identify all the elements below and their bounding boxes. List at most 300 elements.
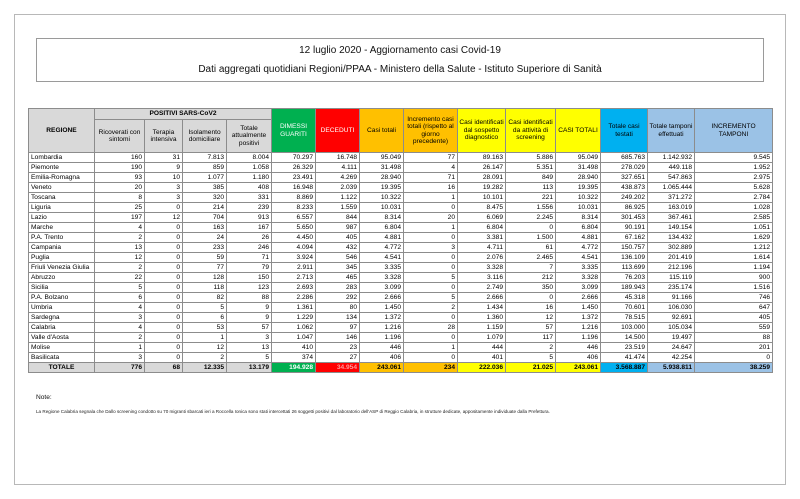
table-cell: 1.360 [458,313,506,323]
table-cell: 6.804 [360,223,404,233]
table-cell: 292 [316,293,360,303]
table-cell: 57 [227,323,272,333]
cell-regione: P.A. Bolzano [29,293,95,303]
table-cell: 1.079 [458,333,506,343]
table-cell: 4 [95,303,145,313]
table-cell: 0 [145,313,183,323]
table-cell: 2 [183,353,227,363]
table-cell: 12 [145,213,183,223]
table-cell: 4 [404,163,458,173]
table-cell: 88 [227,293,272,303]
table-cell: 367.461 [648,213,695,223]
table-cell: 1.159 [458,323,506,333]
table-cell: 0 [404,313,458,323]
table-row [29,173,773,183]
cell-regione: Molise [29,343,95,353]
col-header-sospetto-diagnostico: Casi identificati dal sospetto diagnostico [458,109,506,153]
table-cell: 31.498 [360,163,404,173]
table-row [29,313,773,323]
table-cell: 118 [183,283,227,293]
table-cell: 239 [227,203,272,213]
table-row [29,203,773,213]
table-cell: 19.395 [556,183,601,193]
table-cell: 0 [404,233,458,243]
table-cell: 3.335 [556,263,601,273]
table-cell: 212.196 [648,263,695,273]
table-cell: 685.763 [601,153,648,163]
table-cell: 0 [145,253,183,263]
cell-regione: Lazio [29,213,95,223]
table-cell: 859 [183,163,227,173]
table-cell: 0 [404,283,458,293]
table-cell: 59 [183,253,227,263]
cell-regione: Lombardia [29,153,95,163]
table-cell: 4.541 [360,253,404,263]
table-cell: 8.314 [360,213,404,223]
table-cell: 4.541 [556,253,601,263]
table-cell: 16.948 [272,183,316,193]
table-cell: 233 [183,243,227,253]
table-cell: 105.034 [648,323,695,333]
col-header-screening: Casi identificati da attività di screening [506,109,556,153]
table-cell: 234 [404,363,458,373]
col-header-terapia-intensiva: Terapia intensiva [145,120,183,153]
table-cell: 1.500 [506,233,556,243]
table-total-row [29,363,773,373]
table-cell: 67.162 [601,233,648,243]
table-cell: 10.322 [556,193,601,203]
cell-regione: Friuli Venezia Giulia [29,263,95,273]
table-cell: 12 [183,343,227,353]
table-cell: 0 [506,293,556,303]
table-cell: 5 [404,293,458,303]
col-header-isolamento: Isolamento domiciliare [183,120,227,153]
table-cell: 0 [145,273,183,283]
table-cell: 150 [227,273,272,283]
table-cell: 1.372 [360,313,404,323]
table-cell: 0 [695,353,773,363]
table-cell: 19.497 [648,333,695,343]
table-cell: 86.925 [601,203,648,213]
table-cell: 78.515 [601,313,648,323]
table-cell: 23.491 [272,173,316,183]
col-header-casi-totali-2: CASI TOTALI [556,109,601,153]
table-cell: 1.556 [506,203,556,213]
table-cell: 350 [506,283,556,293]
col-header-totale-positivi: Totale attualmente positivi [227,120,272,153]
table-cell: 189.943 [601,283,648,293]
table-cell: 1 [404,223,458,233]
table-cell: 1.372 [556,313,601,323]
table-cell: 160 [95,153,145,163]
table-cell: 10.031 [556,203,601,213]
table-cell: 2.666 [360,293,404,303]
table-row [29,283,773,293]
table-cell: 6.804 [556,223,601,233]
table-cell: 1 [183,333,227,343]
cell-regione: Basilicata [29,353,95,363]
table-cell: 0 [145,203,183,213]
table-cell: 1.196 [360,333,404,343]
table-cell: 3.568.887 [601,363,648,373]
table-cell: 704 [183,213,227,223]
table-cell: 201 [695,343,773,353]
table-cell: 31 [145,153,183,163]
table-cell: 31.498 [556,163,601,173]
table-cell: 194.928 [272,363,316,373]
table-cell: 7 [506,263,556,273]
table-cell: 0 [404,353,458,363]
table-cell: 5.628 [695,183,773,193]
table-cell: 0 [145,303,183,313]
table-cell: 2.245 [506,213,556,223]
cell-regione: Campania [29,243,95,253]
table-cell: 53 [183,323,227,333]
table-cell: 8 [95,193,145,203]
table-cell: 1.047 [272,333,316,343]
table-cell: 13 [95,243,145,253]
table-cell: 5 [227,353,272,363]
table-cell: 20 [95,183,145,193]
table-cell: 4 [95,323,145,333]
col-header-casi-testati: Totale casi testati [601,109,648,153]
table-cell: 6 [183,313,227,323]
table-cell: 28.091 [458,173,506,183]
table-cell: 7.813 [183,153,227,163]
table-cell: 1.614 [695,253,773,263]
table-cell: 23 [316,343,360,353]
document-subtitle: Dati aggregati quotidiani Regioni/PPAA - Ministero della Salute - Istituto Superiore di Sanità [198,64,602,75]
table-cell: 0 [145,283,183,293]
table-cell: 68 [145,363,183,373]
table-cell: 5.938.811 [648,363,695,373]
table-cell: 19.395 [360,183,404,193]
cell-regione: Puglia [29,253,95,263]
table-cell: 1.065.444 [648,183,695,193]
table-cell: 449.118 [648,163,695,173]
table-cell: 283 [316,283,360,293]
table-row [29,183,773,193]
note-text: La Regione Calabria segnala che Dallo screening condotto su 70 migranti sbarcati ieri a Roccella Ionica sono stati intercettati 26 soggetti positivi dal laboratorio dell'ASP di Reggio Calabria, in strutture dedicate, appositamente individuate dalla Prefettura. [36,409,550,414]
col-header-tamponi: Totale tamponi effettuati [648,109,695,153]
table-cell: 1.062 [272,323,316,333]
table-body [29,153,773,373]
table-cell: 76.203 [601,273,648,283]
table-cell: 746 [695,293,773,303]
table-cell: 3.328 [458,263,506,273]
table-cell: 190 [95,163,145,173]
table-cell: 546 [316,253,360,263]
table-cell: 1.194 [695,263,773,273]
table-cell: 92.691 [648,313,695,323]
table-cell: 82 [183,293,227,303]
table-cell: 134.432 [648,233,695,243]
table-cell: 9 [227,313,272,323]
table-cell: 136.109 [601,253,648,263]
table-cell: 77 [404,153,458,163]
table-cell: 2.784 [695,193,773,203]
table-cell: 16 [404,183,458,193]
table-cell: 3.924 [272,253,316,263]
table-cell: 2 [95,333,145,343]
table-cell: 27 [316,353,360,363]
table-cell: 113.699 [601,263,648,273]
table-cell: 987 [316,223,360,233]
table-cell: 23.519 [601,343,648,353]
table-cell: 150.757 [601,243,648,253]
table-cell: 5 [183,303,227,313]
table-row [29,323,773,333]
table-cell: 26 [227,233,272,243]
table-cell: 197 [95,213,145,223]
table-cell: 2.076 [458,253,506,263]
cell-regione: Valle d'Aosta [29,333,95,343]
table-row [29,193,773,203]
table-cell: 1.559 [316,203,360,213]
table-row [29,153,773,163]
table-row [29,243,773,253]
table-cell: 1.361 [272,303,316,313]
table-cell: 444 [458,343,506,353]
table-cell: 849 [506,173,556,183]
cell-regione: Marche [29,223,95,233]
table-cell: 1.180 [227,173,272,183]
table-cell: 4.094 [272,243,316,253]
table-cell: 3 [95,313,145,323]
table-cell: 214 [183,203,227,213]
cell-regione: Emilia-Romagna [29,173,95,183]
table-cell: 9.545 [695,153,773,163]
table-cell: 1.212 [695,243,773,253]
cell-regione: Abruzzo [29,273,95,283]
table-cell: 1.229 [272,313,316,323]
table-cell: 2 [95,263,145,273]
table-cell: 1 [95,343,145,353]
table-cell: 243.061 [360,363,404,373]
table-cell: 301.453 [601,213,648,223]
table-cell: 149.154 [648,223,695,233]
table-cell: 0 [145,333,183,343]
cell-regione: Calabria [29,323,95,333]
table-cell: 71 [404,173,458,183]
table-cell: 9 [145,163,183,173]
table-cell: 3.335 [360,263,404,273]
table-row [29,263,773,273]
table-cell: 3.328 [556,273,601,283]
table-cell: 405 [695,313,773,323]
cell-regione: Toscana [29,193,95,203]
table-cell: 3.099 [360,283,404,293]
table-row [29,343,773,353]
table-row [29,333,773,343]
table-cell: 3.116 [458,273,506,283]
table-cell: 844 [316,213,360,223]
table-cell: 3 [227,333,272,343]
table-cell: 34.954 [316,363,360,373]
table-cell: 5 [95,283,145,293]
table-cell: 385 [183,183,227,193]
table-cell: 4.772 [360,243,404,253]
table-cell: 25 [95,203,145,213]
table-cell: 1.051 [695,223,773,233]
table-cell: 465 [316,273,360,283]
table-cell: 2.749 [458,283,506,293]
table-cell: 2.039 [316,183,360,193]
table-row [29,273,773,283]
table-cell: 913 [227,213,272,223]
table-cell: 1.142.932 [648,153,695,163]
table-cell: 10 [145,173,183,183]
table-cell: 0 [145,233,183,243]
table-cell: 2 [95,233,145,243]
col-header-incremento-casi: Incremento casi totali (rispetto al giorno precedente) [404,109,458,153]
table-cell: 4 [95,223,145,233]
table-cell: 97 [316,323,360,333]
table-cell: 3.099 [556,283,601,293]
table-cell: 0 [145,343,183,353]
table-cell: 103.000 [601,323,648,333]
table-cell: 2.465 [506,253,556,263]
table-cell: 8.869 [272,193,316,203]
table-cell: 167 [227,223,272,233]
table-cell: 302.889 [648,243,695,253]
table-cell: 1.450 [360,303,404,313]
table-cell: 123 [227,283,272,293]
table-cell: 331 [227,193,272,203]
table-cell: 26.329 [272,163,316,173]
table-cell: 106.030 [648,303,695,313]
table-cell: 547.863 [648,173,695,183]
table-cell: 2.713 [272,273,316,283]
table-cell: 38.259 [695,363,773,373]
cell-regione: Umbria [29,303,95,313]
table-cell: 438.873 [601,183,648,193]
cell-regione: Liguria [29,203,95,213]
table-cell: 5.351 [506,163,556,173]
table-cell: 327.651 [601,173,648,183]
table-cell: 4.450 [272,233,316,243]
table-cell: 113 [506,183,556,193]
table-cell: 0 [145,223,183,233]
table-cell: 900 [695,273,773,283]
table-cell: 16 [506,303,556,313]
table-cell: 4.881 [556,233,601,243]
table-cell: 22 [95,273,145,283]
table-cell: 14.500 [601,333,648,343]
table-cell: 432 [316,243,360,253]
table-cell: 89.163 [458,153,506,163]
table-cell: 446 [556,343,601,353]
table-cell: 28 [404,323,458,333]
table-cell: 4.111 [316,163,360,173]
table-row [29,223,773,233]
table-cell: 90.191 [601,223,648,233]
table-cell: 1.122 [316,193,360,203]
table-cell: 222.036 [458,363,506,373]
table-cell: 235.174 [648,283,695,293]
table-cell: 410 [272,343,316,353]
table-cell: 559 [695,323,773,333]
table-cell: 212 [506,273,556,283]
table-cell: 28.940 [556,173,601,183]
table-cell: 1.434 [458,303,506,313]
table-cell: 4.711 [458,243,506,253]
table-cell: 1.629 [695,233,773,243]
table-cell: 374 [272,353,316,363]
table-row [29,233,773,243]
col-header-dimessi: DIMESSI GUARITI [272,109,316,153]
table-cell: 134 [316,313,360,323]
table-cell: 1.028 [695,203,773,213]
table-cell: 10.101 [458,193,506,203]
table-cell: 246 [227,243,272,253]
table-cell: 0 [145,293,183,303]
table-cell: 4.881 [360,233,404,243]
table-cell: 3 [95,353,145,363]
table-cell: 3.328 [360,273,404,283]
table-cell: 2.911 [272,263,316,273]
table-cell: 2.666 [556,293,601,303]
table-cell: 20 [404,213,458,223]
table-cell: 13.179 [227,363,272,373]
table-cell: 4.772 [556,243,601,253]
table-cell: 2.666 [458,293,506,303]
table-cell: 3.381 [458,233,506,243]
table-cell: 406 [360,353,404,363]
table-cell: 4.269 [316,173,360,183]
cell-regione: TOTALE [29,363,95,373]
table-cell: 10.322 [360,193,404,203]
table-cell: 19.282 [458,183,506,193]
group-header-positivi: POSITIVI SARS-CoV2 [95,109,272,120]
table-row [29,353,773,363]
table-cell: 41.474 [601,353,648,363]
table-cell: 24 [183,233,227,243]
table-cell: 0 [145,243,183,253]
table-cell: 278.029 [601,163,648,173]
note-label: Note: [36,394,52,401]
table-cell: 5 [404,273,458,283]
table-cell: 13 [227,343,272,353]
table-cell: 1 [404,343,458,353]
table-row [29,253,773,263]
table-cell: 1.516 [695,283,773,293]
table-cell: 45.318 [601,293,648,303]
col-header-casi-totali: Casi totali [360,109,404,153]
table-cell: 8.475 [458,203,506,213]
table-cell: 21.025 [506,363,556,373]
table-cell: 12 [95,253,145,263]
table-cell: 10.031 [360,203,404,213]
table-cell: 163.019 [648,203,695,213]
table-cell: 163 [183,223,227,233]
table-cell: 2.585 [695,213,773,223]
table-cell: 405 [316,233,360,243]
table-row [29,163,773,173]
table-cell: 0 [145,323,183,333]
cell-regione: Veneto [29,183,95,193]
table-cell: 12.335 [183,363,227,373]
cell-regione: Sardegna [29,313,95,323]
table-cell: 91.166 [648,293,695,303]
table-cell: 0 [404,253,458,263]
table-cell: 128 [183,273,227,283]
table-cell: 95.049 [556,153,601,163]
table-cell: 24.647 [648,343,695,353]
table-cell: 201.419 [648,253,695,263]
table-cell: 8.314 [556,213,601,223]
table-cell: 3 [404,243,458,253]
